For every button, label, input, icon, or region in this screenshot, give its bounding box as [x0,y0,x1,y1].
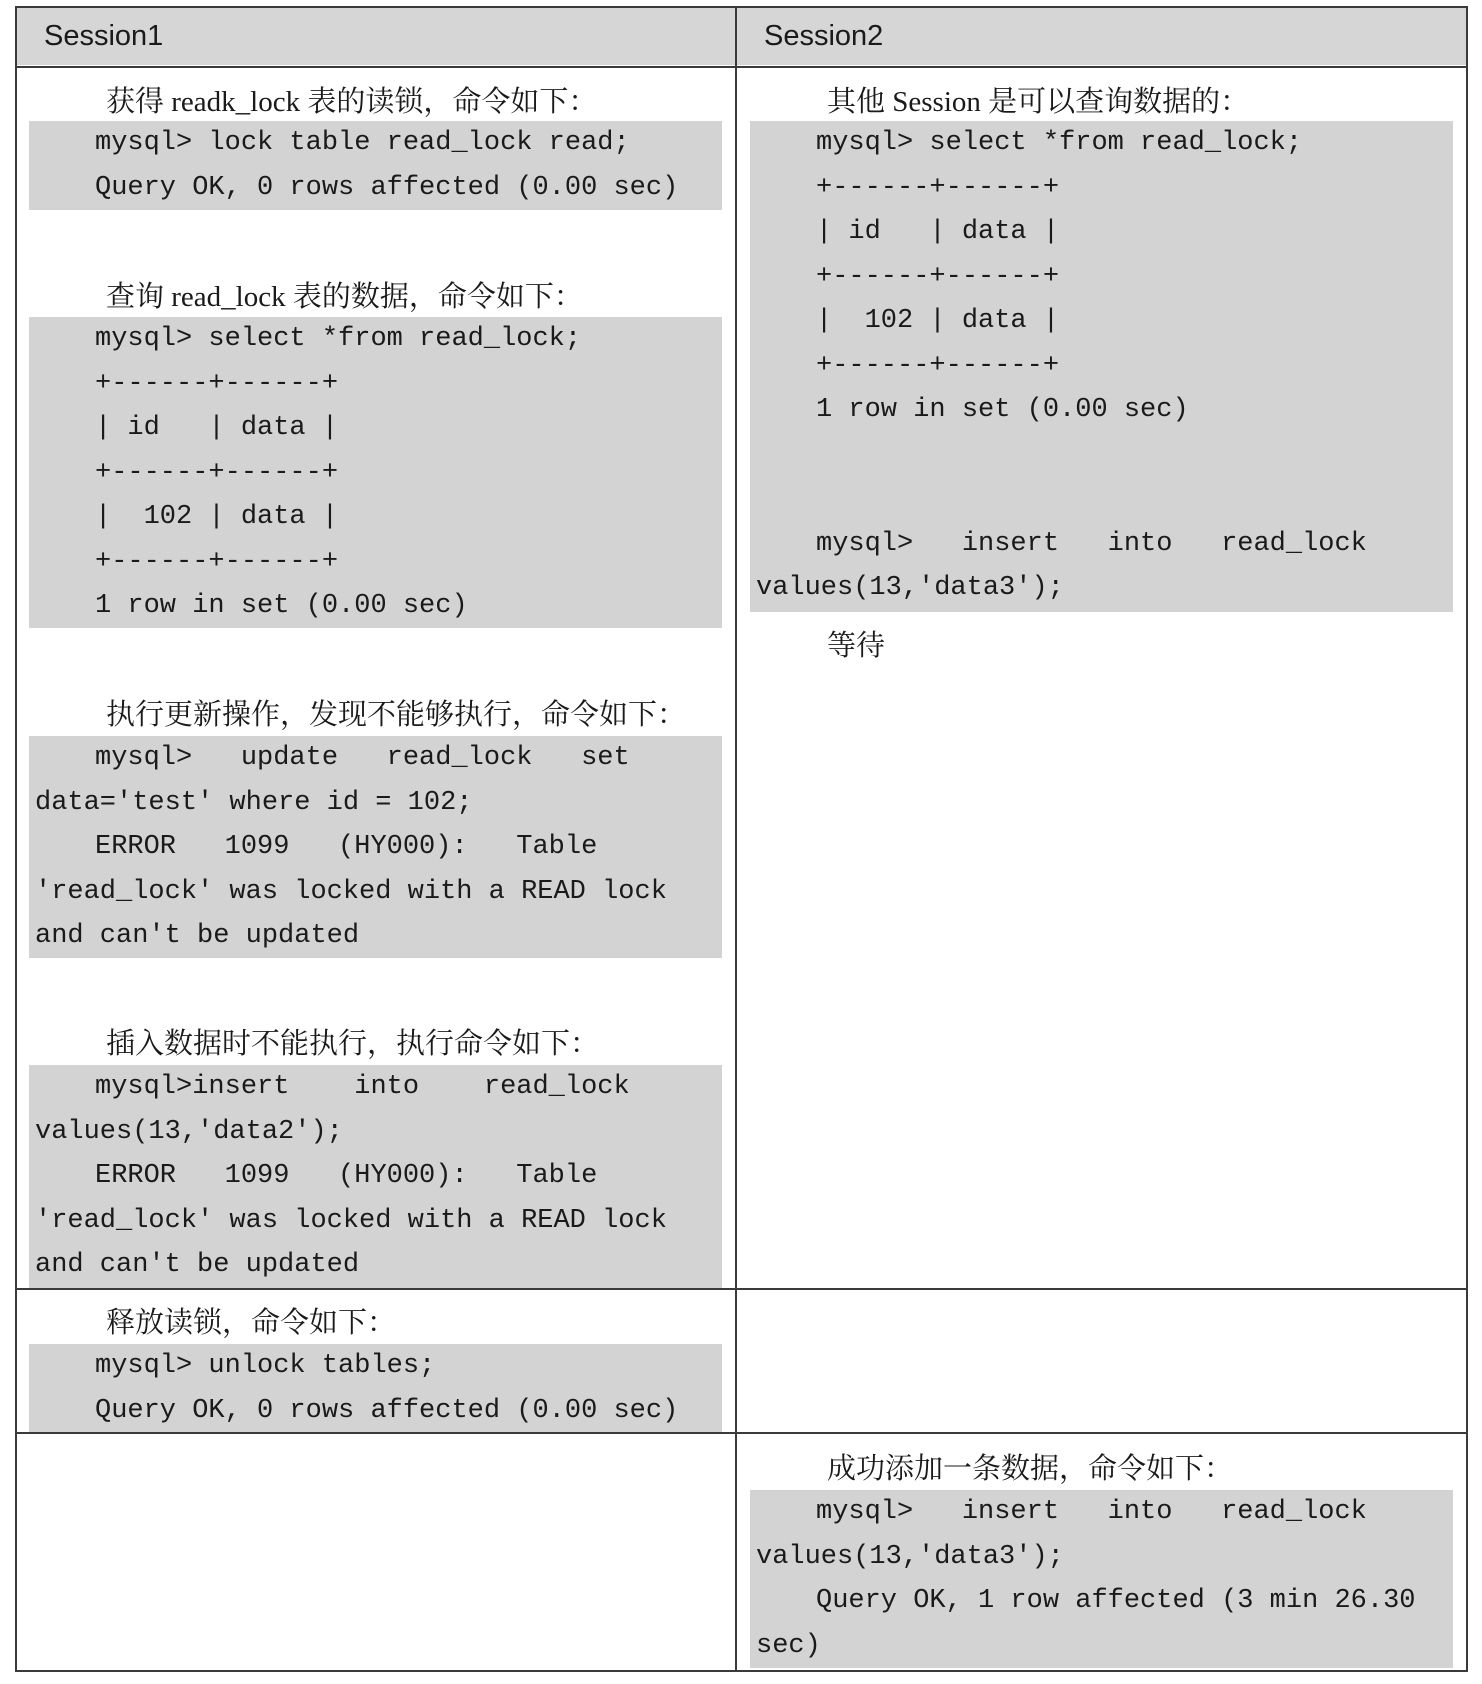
code-line: ERROR 1099 (HY000): Table [95,1161,598,1191]
code-line: values(13,'data3'); [756,1541,1064,1572]
s2-wait-label: 等待 [827,630,886,662]
s2-success-code [750,1490,1453,1668]
code-line: ERROR 1099 (HY000): Table [95,832,598,862]
s1-unlock-label: 释放读锁，命令如下： [106,1307,397,1339]
code-line: Query OK, 0 rows affected (0.00 sec) [95,172,679,203]
s1-update-code [29,736,722,958]
row-divider-1 [15,1288,1468,1290]
code-line: and can't be updated [35,1250,360,1280]
s1-unlock-code [29,1344,722,1432]
code-line: mysql> update read_lock set [95,743,630,773]
code-line: | 102 | data | [816,306,1060,336]
code-blank [750,477,1453,522]
code-line: values(13,'data2'); [35,1116,343,1147]
table-border-left [15,6,17,1672]
code-line: 1 row in set (0.00 sec) [95,591,468,621]
s2-select-code [750,121,1453,612]
code-line: | id | data | [816,217,1060,247]
table-border-top [15,6,1468,8]
code-line: data='test' where id = 102; [35,787,473,818]
header-divider [15,66,1468,68]
code-line: mysql> unlock tables; [95,1351,436,1381]
s2-success-label: 成功添加一条数据，命令如下： [827,1453,1234,1485]
s1-lock-label: 获得 readk_lock 表的读锁，命令如下： [106,86,598,118]
s2-select-label: 其他 Session 是可以查询数据的： [827,86,1250,118]
code-line: Query OK, 1 row affected (3 min 26.30 [816,1586,1416,1616]
code-line: +------+------+ [95,457,339,488]
code-line: mysql> select *from read_lock; [95,324,582,354]
code-line: +------+------+ [816,261,1060,292]
code-line: sec) [756,1630,821,1661]
s1-select-label: 查询 read_lock 表的数据，命令如下： [106,281,583,313]
header-session2: Session2 [736,8,1466,65]
code-line: +------+------+ [816,350,1060,381]
code-line: 1 row in set (0.00 sec) [816,395,1189,425]
table-border-right [1466,6,1468,1672]
code-line: 'read_lock' was locked with a READ lock [35,876,667,907]
code-line: +------+------+ [95,368,339,399]
code-line: Query OK, 0 rows affected (0.00 sec) [95,1395,679,1426]
code-line: mysql> select *from read_lock; [816,128,1303,158]
table-border-bottom [15,1670,1468,1672]
code-blank [750,433,1453,478]
code-line: values(13,'data3'); [756,573,1064,603]
code-line: +------+------+ [95,546,339,577]
s1-lock-code [29,121,722,210]
code-line: | 102 | data | [95,502,339,532]
code-line: +------+------+ [816,172,1060,203]
s1-insert-code [29,1065,722,1288]
code-line: mysql>insert into read_lock [95,1072,630,1102]
header-session1: Session1 [16,8,736,65]
code-line: | id | data | [95,413,339,443]
s1-update-label: 执行更新操作，发现不能够执行，命令如下： [106,699,687,731]
code-line: 'read_lock' was locked with a READ lock [35,1205,667,1236]
column-divider [735,6,737,1672]
code-line: mysql> lock table read_lock read; [95,128,630,158]
s1-select-code [29,317,722,628]
code-line: and can't be updated [35,921,360,951]
code-line: mysql> insert into read_lock [816,528,1367,559]
code-line: mysql> insert into read_lock [816,1497,1367,1527]
s1-insert-label: 插入数据时不能执行，执行命令如下： [106,1028,600,1060]
